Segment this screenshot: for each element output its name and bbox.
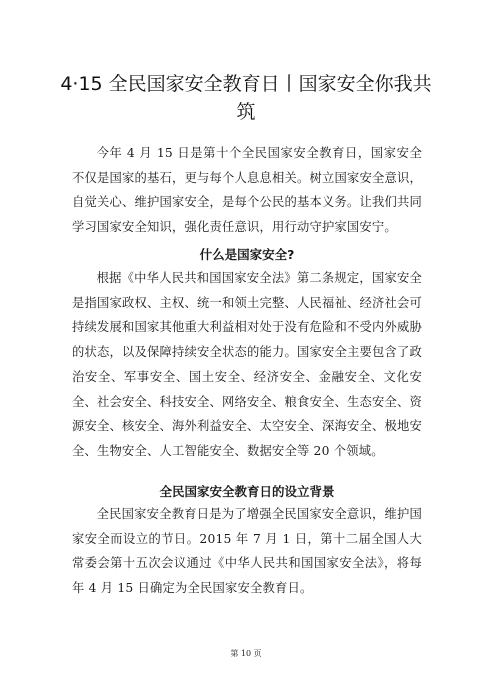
section2-paragraph: 全民国家安全教育日是为了增强全民国家安全意识，维护国家安全而设立的节日。2015 年 7 月 1 日，第十二届全国人大常委会第十五次会议通过《中华人民共和国国家安全法》，将每年 4 月 15 日确定为全民国家安全教育日。: [72, 507, 422, 596]
section-heading-what-is-national-security: 什么是国家安全?: [199, 247, 295, 262]
intro-paragraph: 今年 4 月 15 日是第十个全民国家安全教育日，国家安全不仅是国家的基石，更与每个人息息相关。树立国家安全意识，自觉关心、维护国家安全，是每个公民的基本义务。让我们共同学习国家安全知识，强化责任意识，用行动守护家国安宁。: [72, 146, 422, 235]
document-title: 4·15 全民国家安全教育日丨国家安全你我共筑: [60, 72, 432, 123]
page-number: 第 10 页: [230, 649, 262, 658]
section-heading-background: 全民国家安全教育日的设立背景: [159, 484, 335, 499]
section1-paragraph: 根据《中华人民共和国国家安全法》第二条规定，国家安全是指国家政权、主权、统一和领土完整、人民福祉、经济社会可持续发展和国家其他重大利益相对处于没有危险和不受内外威胁的状态，以及保障持续安全状态的能力。国家安全主要包含了政治安全、军事安全、国土安全、经济安全、金融安全、文化安全、社会安全、科技安全、网络安全、粮食安全、生态安全、资源安全、核安全、海外利益安全、太空安全、深海安全、极地安全、生物安全、人工智能安全、数据安全等 20 个领域。: [72, 271, 422, 458]
